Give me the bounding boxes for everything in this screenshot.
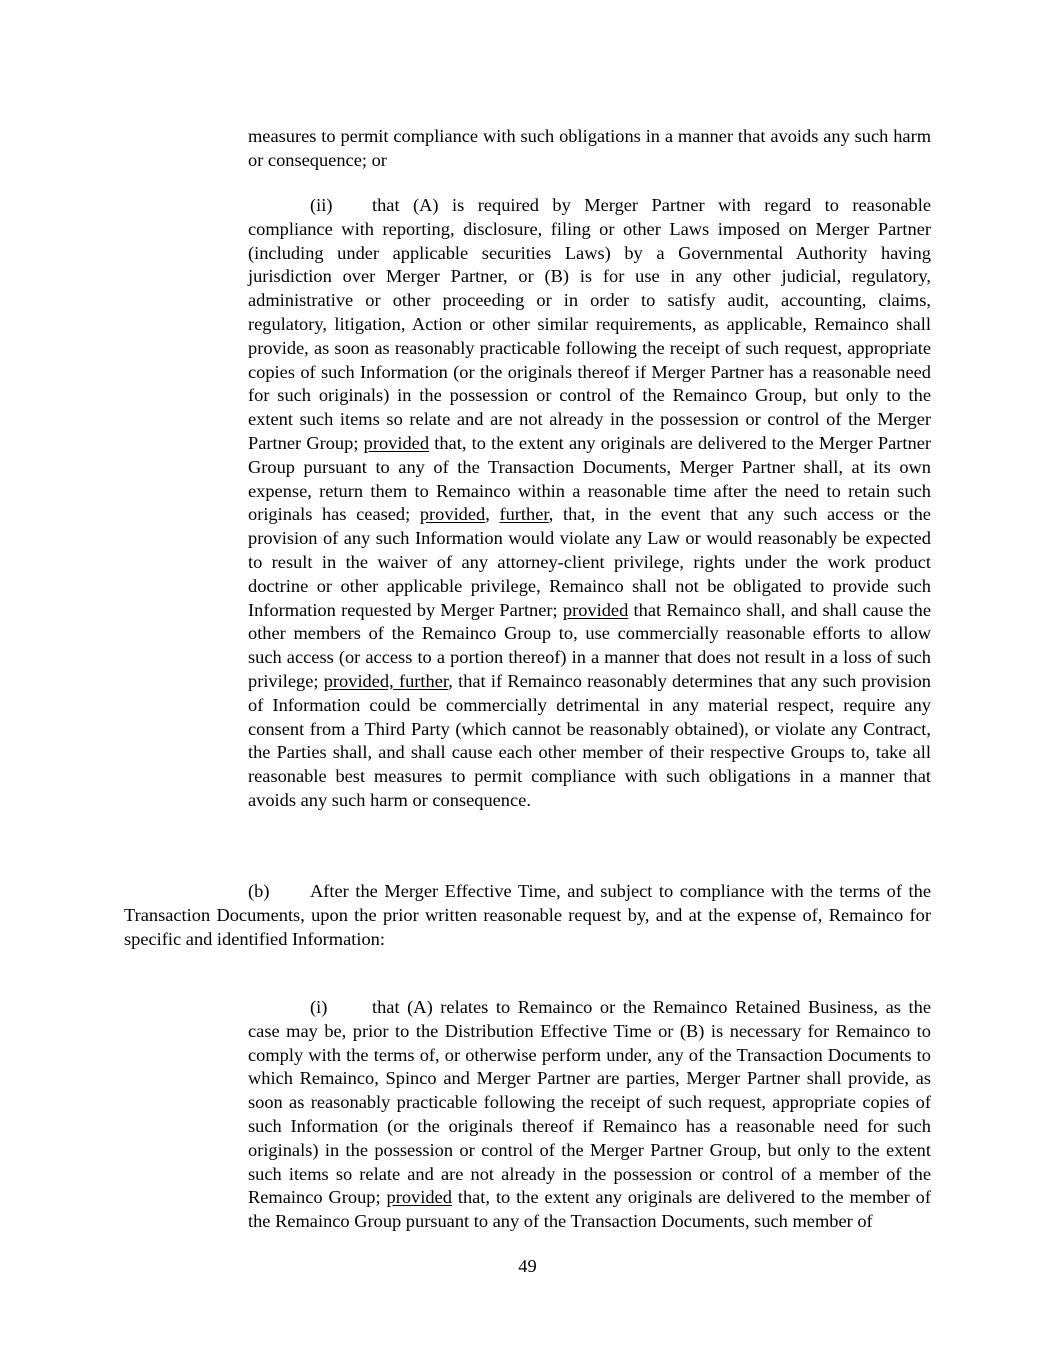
clause-a-ii-provided-2: provided xyxy=(419,504,486,525)
clause-b-label: (b) xyxy=(248,881,270,901)
clause-a-ii-provided-further-4: provided, further xyxy=(323,670,449,691)
clause-b-i xyxy=(248,996,931,1234)
clause-a-ii-provided-3: provided xyxy=(562,599,629,620)
clause-b xyxy=(124,880,931,951)
paragraph-continuation-text: measures to permit compliance with such obligations in a manner that avoids any such harm or consequence; or xyxy=(248,126,931,170)
clause-a-ii-label: (ii) xyxy=(310,195,333,215)
clause-b-i-text-2: that, to the extent any originals are delivered to the member of the Remainco Group pursuant to any of the Transaction Documents, such member of xyxy=(248,1187,931,1232)
clause-a-ii-provided-1: provided xyxy=(363,432,430,453)
clause-a-ii-text-1: that (A) is required by Merger Partner with regard to reasonable compliance with reporting, disclosure, filing or other Laws imposed on Merger Partner (including under applicable securities Laws) by a Governmental Authority having jurisdiction over Merger Partner, or (B) is for use in any other judicial, regulatory, administrative or other proceeding or in order to satisfy audit, accounting, claims, regulatory, litigation, Action or other similar requirements, as applicable, Remainco shall provide, as soon as reasonably practicable following the receipt of such request, appropriate copies of such Information (or the originals thereof if Merger Partner has a reasonable need for such originals) in the possession or control of the Remainco Group, but only to the extent such items so relate and are not already in the possession or control of the Merger Partner Group; xyxy=(248,195,931,453)
clause-a-ii-text-2: that, to the extent any originals are delivered to the Merger Partner Group pursuant to any of the Transaction Documents, Merger Partner shall, at its own expense, return them to Remainco within a reasonable time after the need to retain such originals has ceased; xyxy=(248,432,931,525)
page-number: 49 xyxy=(518,1256,537,1276)
clause-a-ii-text-4: that Remainco shall, and shall cause the other members of the Remainco Group to, use commercially reasonable efforts to allow such access (or access to a portion thereof) in a manner that does not result in a loss of such privilege; xyxy=(248,599,932,691)
clause-a-ii-comma-1: , xyxy=(485,504,490,525)
paragraph-continuation xyxy=(248,125,931,173)
clause-b-text: After the Merger Effective Time, and subject to compliance with the terms of the Transaction Documents, upon the prior written reasonable request by, and at the expense of, Remainco for specific and identified Information: xyxy=(124,881,931,949)
clause-a-ii xyxy=(248,194,931,813)
clause-a-ii-further-2: further xyxy=(499,504,549,525)
clause-a-ii-text-5: , that if Remainco reasonably determines that any such provision of Information could be commercially detrimental in any material respect, require any consent from a Third Party (which cannot be reasonably obtained), or violate any Contract, the Parties shall, and shall cause each other member of their respective Groups to, take all reasonable best measures to permit compliance with such obligations in a manner that avoids any such harm or consequence. xyxy=(248,670,931,810)
clause-b-i-label: (i) xyxy=(310,997,328,1017)
clause-a-ii-text-3: , that, in the event that any such access or the provision of any such Information would violate any Law or would reasonably be expected to result in the waiver of any attorney-client privilege, rights under the work product doctrine or other applicable privilege, Remainco shall not be obligated to provide such Information requested by Merger Partner; xyxy=(248,504,931,620)
clause-b-i-text-1: that (A) relates to Remainco or the Remainco Retained Business, as the case may be, prior to the Distribution Effective Time or (B) is necessary for Remainco to comply with the terms of, or otherwise perform under, any of the Transaction Documents to which Remainco, Spinco and Merger Partner are parties, Merger Partner shall provide, as soon as reasonably practicable following the receipt of such request, appropriate copies of such Information (or the originals thereof if Remainco has a reasonable need for such originals) in the possession or control of the Merger Partner Group, but only to the extent such items so relate and are not already in the possession or control of a member of the Remainco Group; xyxy=(248,997,931,1208)
clause-b-i-provided-1: provided xyxy=(386,1187,452,1208)
